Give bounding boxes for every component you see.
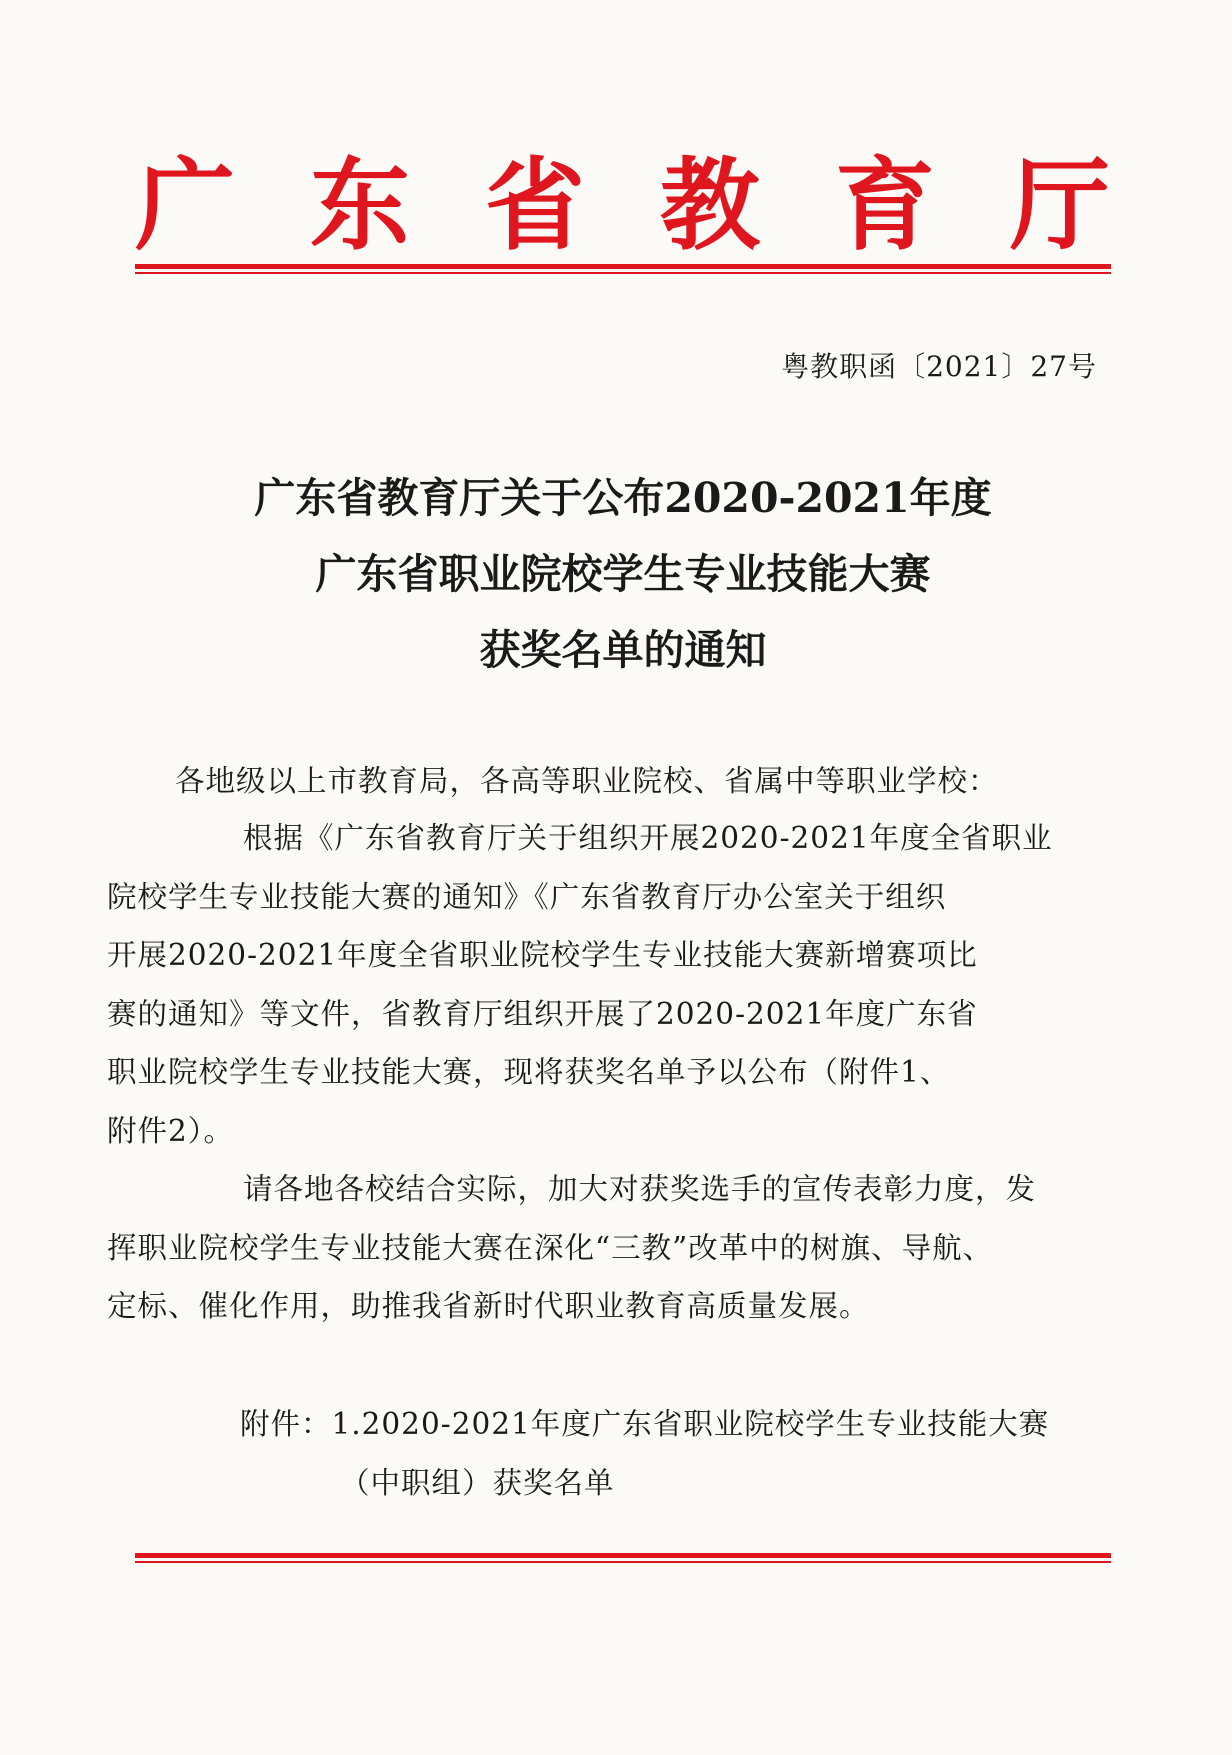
paragraph-line: 根据《广东省教育厅关于组织开展2020-2021年度全省职业 [243, 821, 1053, 855]
document-number: 粤教职函〔2021〕27号 [781, 350, 1097, 383]
title-line: 获奖名单的通知 [479, 626, 767, 674]
paragraph-line: 赛的通知》等文件，省教育厅组织开展了2020-2021年度广东省 [107, 996, 978, 1031]
paragraph-line: 请各地各校结合实际，加大对获奖选手的宣传表彰力度，发 [243, 1172, 1037, 1206]
paragraph-line: 开展2020-2021年度全省职业院校学生专业技能大赛新增赛项比 [107, 938, 978, 972]
paragraph-line: 定标、催化作用，助推我省新时代职业教育高质量发展。 [107, 1289, 870, 1323]
title-line: 广东省教育厅关于公布2020-2021年度 [254, 474, 992, 522]
attachment-list [240, 1395, 1110, 1512]
body-paragraph-1 [107, 809, 1100, 1160]
masthead-char: 育 [835, 146, 935, 264]
footer-red-rule [135, 1553, 1111, 1563]
masthead-char: 省 [485, 146, 585, 264]
document-title [135, 460, 1111, 688]
paragraph-line: 职业院校学生专业技能大赛，现将获奖名单予以公布（附件1、 [107, 1055, 951, 1089]
attachment-line: 附件：1.2020-2021年度广东省职业院校学生专业技能大赛 [240, 1407, 1050, 1441]
masthead-title [135, 146, 1110, 264]
paragraph-line: 院校学生专业技能大赛的通知》《广东省教育厅办公室关于组织 [107, 879, 947, 914]
salutation: 各地级以上市教育局，各高等职业院校、省属中等职业学校： [175, 764, 999, 798]
title-line: 广东省职业院校学生专业技能大赛 [315, 550, 931, 598]
masthead-char: 广 [135, 146, 235, 264]
masthead-char: 东 [310, 146, 410, 264]
attachment-line: （中职组）获奖名单 [340, 1465, 615, 1500]
body-paragraph-2 [107, 1160, 1100, 1336]
masthead-char: 厅 [1010, 146, 1110, 264]
masthead-char: 教 [660, 146, 760, 264]
masthead-red-rule [135, 264, 1111, 274]
paragraph-line: 附件2）。 [107, 1113, 235, 1148]
paragraph-line: 挥职业院校学生专业技能大赛在深化“三教”改革中的树旗、导航、 [107, 1230, 994, 1265]
